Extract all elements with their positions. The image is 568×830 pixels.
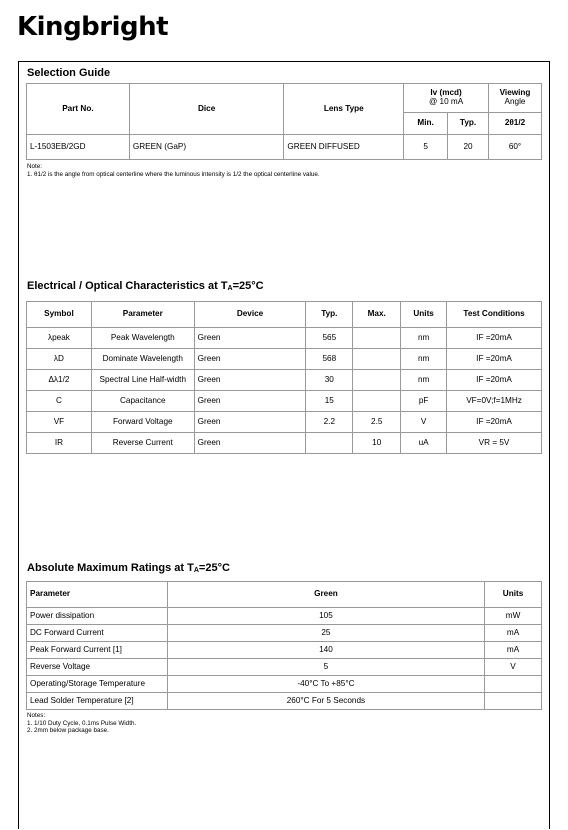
col-header-viewing-angle bbox=[489, 84, 542, 113]
col-header-device: Device bbox=[194, 302, 306, 328]
table-row bbox=[27, 642, 542, 659]
cell-parameter: Reverse Voltage bbox=[27, 659, 168, 676]
table-row bbox=[27, 608, 542, 625]
cell-units bbox=[485, 676, 542, 693]
table-row bbox=[27, 328, 542, 349]
col-header-max: Max. bbox=[353, 302, 401, 328]
col-header-green: Green bbox=[167, 582, 484, 608]
absolute-ratings-table bbox=[26, 581, 542, 710]
absolute-title bbox=[27, 563, 230, 574]
absolute-title-sub: A bbox=[193, 567, 199, 574]
electrical-table bbox=[26, 301, 542, 454]
cell-device: Green bbox=[194, 433, 306, 454]
cell-symbol: VF bbox=[27, 412, 92, 433]
table-row bbox=[27, 349, 542, 370]
viewing-header-line2: Angle bbox=[504, 97, 526, 106]
cell-parameter: Capacitance bbox=[91, 391, 194, 412]
cell-units: pF bbox=[401, 391, 447, 412]
table-row bbox=[27, 391, 542, 412]
notes-title: Notes: bbox=[27, 712, 46, 719]
note-title: Note: bbox=[27, 163, 43, 170]
electrical-title-sub: A bbox=[227, 285, 233, 292]
cell-conditions: IF =20mA bbox=[447, 349, 542, 370]
col-header-test-conditions: Test Conditions bbox=[447, 302, 542, 328]
col-header-typ: Typ. bbox=[448, 113, 489, 135]
cell-device: Green bbox=[194, 391, 306, 412]
cell-device: Green bbox=[194, 328, 306, 349]
electrical-title-text: Electrical / Optical Characteristics at T bbox=[27, 280, 228, 292]
cell-device: Green bbox=[194, 370, 306, 391]
cell-parameter: Reverse Current bbox=[91, 433, 194, 454]
cell-typ: 20 bbox=[448, 135, 489, 160]
table-row bbox=[27, 433, 542, 454]
cell-green: 105 bbox=[167, 608, 484, 625]
cell-angle: 60° bbox=[489, 135, 542, 160]
cell-parameter: Peak Forward Current [1] bbox=[27, 642, 168, 659]
note-2: 2. 2mm below package base. bbox=[27, 727, 109, 735]
cell-typ: 568 bbox=[306, 349, 353, 370]
iv-header-line2: @ 10 mA bbox=[428, 97, 464, 106]
cell-symbol: λD bbox=[27, 349, 92, 370]
selection-guide-note bbox=[27, 163, 320, 178]
cell-units: nm bbox=[401, 328, 447, 349]
electrical-title-suffix: =25°C bbox=[232, 280, 264, 292]
cell-green: 25 bbox=[167, 625, 484, 642]
cell-parameter: Forward Voltage bbox=[91, 412, 194, 433]
cell-device: Green bbox=[194, 412, 306, 433]
brand-logo: Kingbright bbox=[17, 12, 169, 42]
cell-units bbox=[485, 693, 542, 710]
note-1: 1. θ1/2 is the angle from optical centerline where the luminous intensity is 1/2 the optical centerline value. bbox=[27, 170, 320, 178]
table-row bbox=[27, 412, 542, 433]
table-row bbox=[27, 370, 542, 391]
cell-units: mA bbox=[485, 625, 542, 642]
cell-parameter: Peak Wavelength bbox=[91, 328, 194, 349]
cell-typ: 15 bbox=[306, 391, 353, 412]
cell-conditions: VR = 5V bbox=[447, 433, 542, 454]
table-row bbox=[27, 625, 542, 642]
cell-units: nm bbox=[401, 370, 447, 391]
cell-parameter: Dominate Wavelength bbox=[91, 349, 194, 370]
col-header-dice: Dice bbox=[129, 84, 284, 135]
col-header-parameter: Parameter bbox=[91, 302, 194, 328]
cell-max: 10 bbox=[353, 433, 401, 454]
cell-device: Green bbox=[194, 349, 306, 370]
cell-symbol: λpeak bbox=[27, 328, 92, 349]
table-row bbox=[27, 693, 542, 710]
cell-conditions: IF =20mA bbox=[447, 412, 542, 433]
cell-green: 140 bbox=[167, 642, 484, 659]
cell-symbol: C bbox=[27, 391, 92, 412]
cell-typ: 30 bbox=[306, 370, 353, 391]
cell-min: 5 bbox=[404, 135, 448, 160]
cell-max bbox=[353, 391, 401, 412]
absolute-notes bbox=[27, 712, 136, 735]
iv-header-line1: Iv (mcd) bbox=[430, 88, 462, 98]
cell-units: mA bbox=[485, 642, 542, 659]
cell-green: 5 bbox=[167, 659, 484, 676]
selection-guide-table bbox=[26, 83, 542, 160]
col-header-iv bbox=[404, 84, 489, 113]
note-1: 1. 1/10 Duty Cycle, 0.1ms Pulse Width. bbox=[27, 719, 137, 727]
cell-parameter: Power dissipation bbox=[27, 608, 168, 625]
col-header-angle-symbol: 2θ1/2 bbox=[489, 113, 542, 135]
cell-typ bbox=[306, 433, 353, 454]
col-header-units: Units bbox=[401, 302, 447, 328]
cell-units: V bbox=[485, 659, 542, 676]
cell-units: V bbox=[401, 412, 447, 433]
cell-conditions: IF =20mA bbox=[447, 328, 542, 349]
cell-max bbox=[353, 328, 401, 349]
absolute-title-text: Absolute Maximum Ratings at T bbox=[27, 562, 194, 574]
cell-green: -40°C To +85°C bbox=[167, 676, 484, 693]
selection-guide-title: Selection Guide bbox=[27, 67, 111, 79]
electrical-title bbox=[27, 281, 264, 292]
cell-green: 260°C For 5 Seconds bbox=[167, 693, 484, 710]
cell-parameter: Spectral Line Half-width bbox=[91, 370, 194, 391]
cell-units: uA bbox=[401, 433, 447, 454]
col-header-typ: Typ. bbox=[306, 302, 353, 328]
cell-units: nm bbox=[401, 349, 447, 370]
cell-symbol: IR bbox=[27, 433, 92, 454]
col-header-parameter: Parameter bbox=[27, 582, 168, 608]
cell-max: 2.5 bbox=[353, 412, 401, 433]
cell-max bbox=[353, 349, 401, 370]
col-header-units: Units bbox=[485, 582, 542, 608]
cell-parameter: Lead Solder Temperature [2] bbox=[27, 693, 168, 710]
col-header-symbol: Symbol bbox=[27, 302, 92, 328]
cell-parameter: Operating/Storage Temperature bbox=[27, 676, 168, 693]
cell-conditions: IF =20mA bbox=[447, 370, 542, 391]
cell-symbol: Δλ1/2 bbox=[27, 370, 92, 391]
cell-lens-type: GREEN DIFFUSED bbox=[284, 135, 404, 160]
col-header-min: Min. bbox=[404, 113, 448, 135]
cell-typ: 565 bbox=[306, 328, 353, 349]
cell-max bbox=[353, 370, 401, 391]
absolute-title-suffix: =25°C bbox=[198, 562, 230, 574]
col-header-lens-type: Lens Type bbox=[284, 84, 404, 135]
cell-parameter: DC Forward Current bbox=[27, 625, 168, 642]
cell-dice: GREEN (GaP) bbox=[129, 135, 284, 160]
table-row bbox=[27, 676, 542, 693]
table-row bbox=[27, 659, 542, 676]
col-header-part-no: Part No. bbox=[27, 84, 130, 135]
cell-typ: 2.2 bbox=[306, 412, 353, 433]
cell-units: mW bbox=[485, 608, 542, 625]
table-row bbox=[27, 135, 542, 160]
cell-part-no: L-1503EB/2GD bbox=[27, 135, 130, 160]
cell-conditions: VF=0V;f=1MHz bbox=[447, 391, 542, 412]
viewing-header-line1: Viewing bbox=[499, 88, 531, 98]
